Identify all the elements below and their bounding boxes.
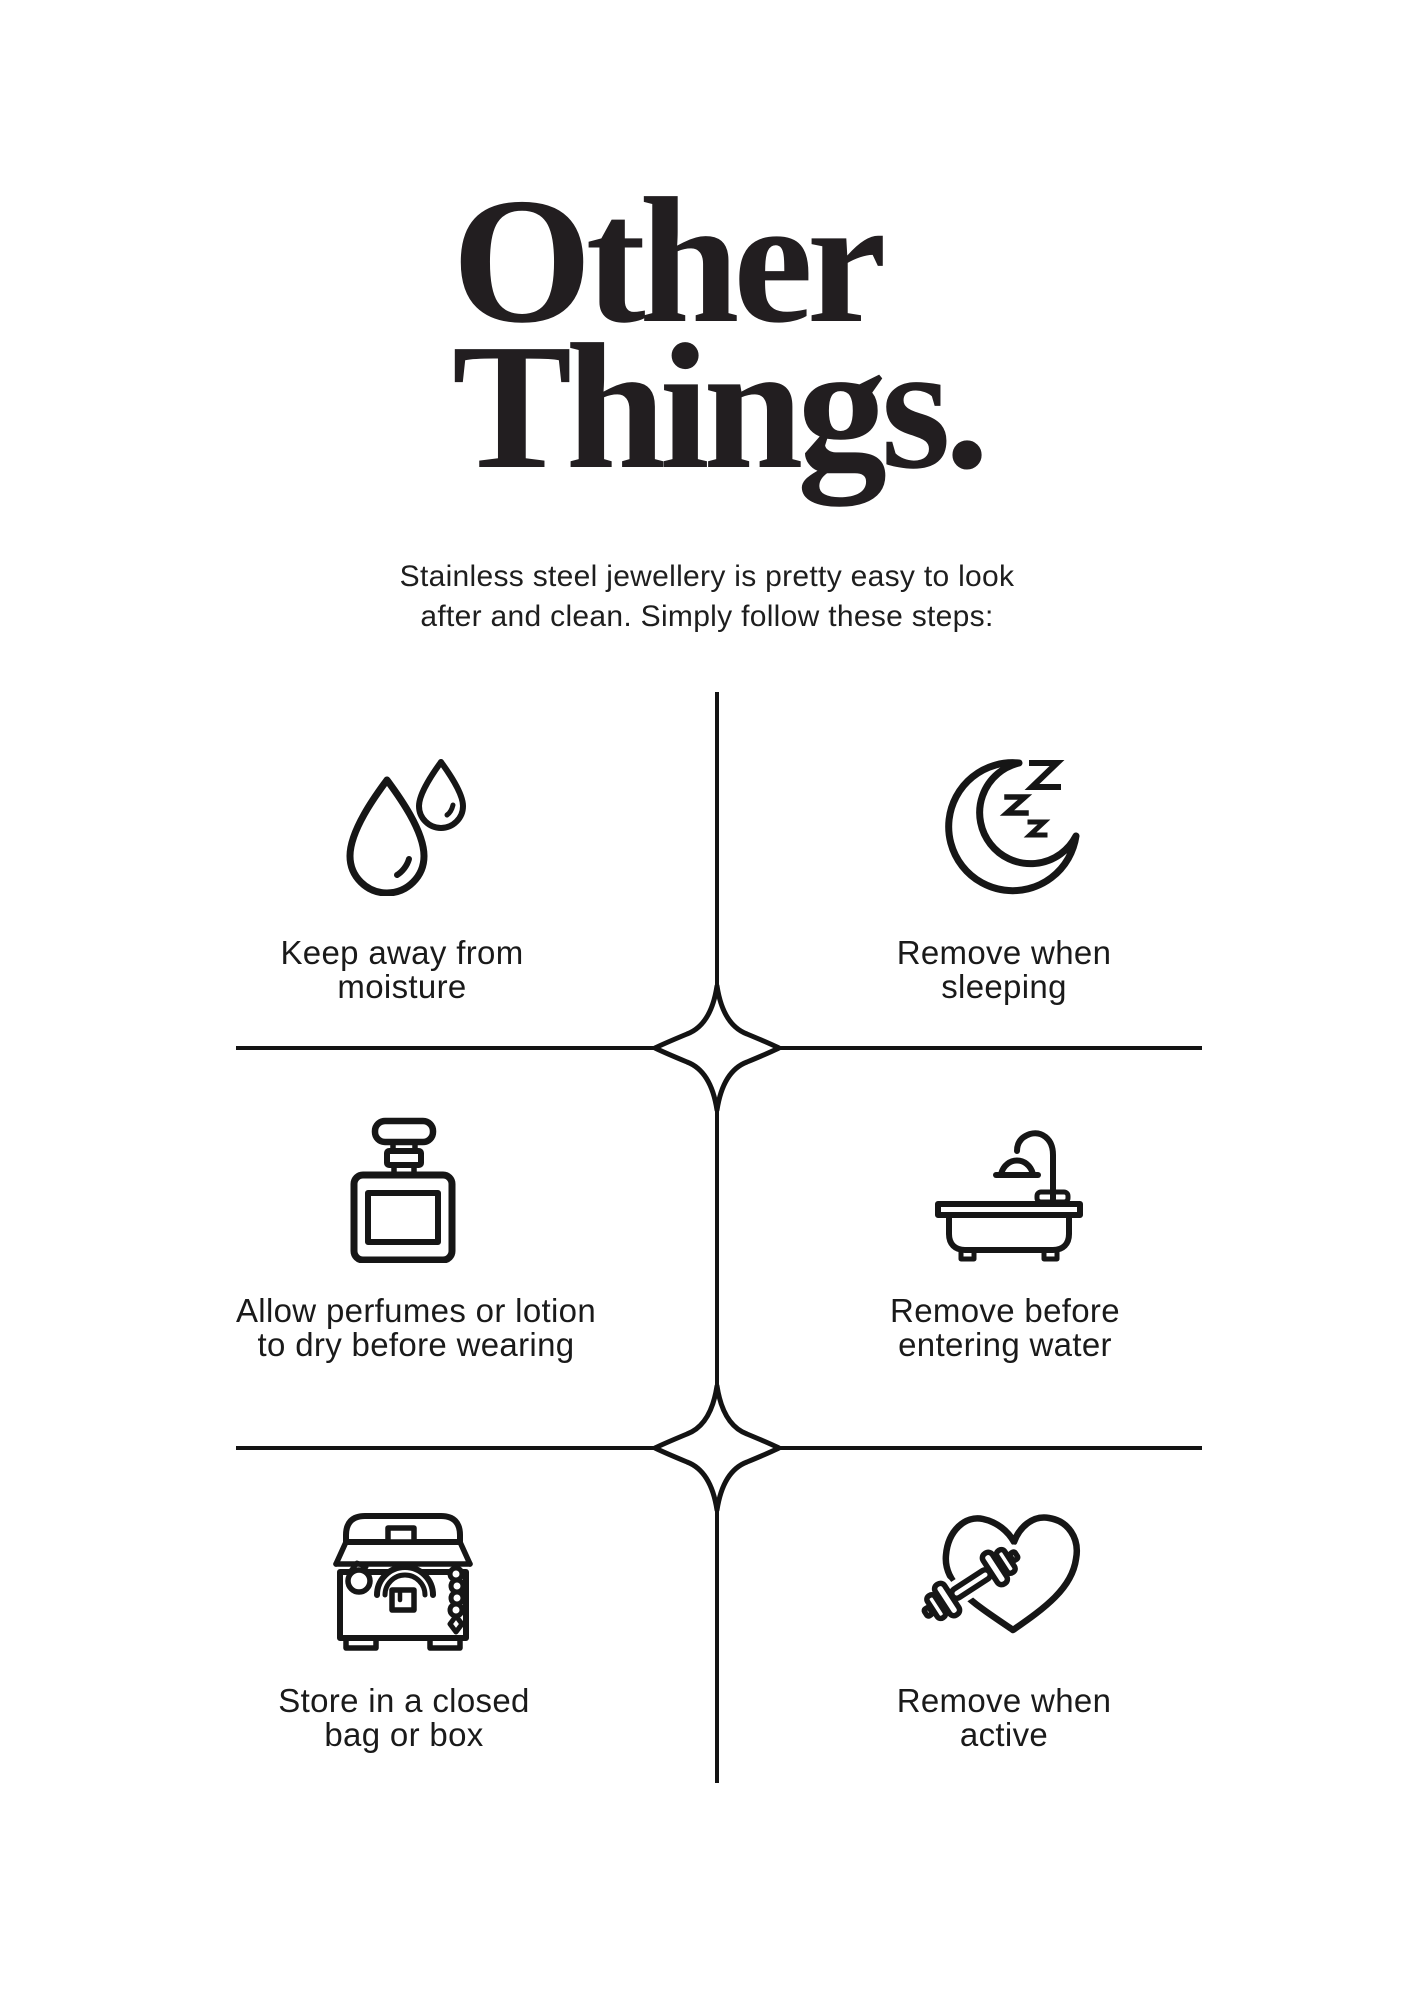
bathtub-shower-icon xyxy=(934,1113,1084,1263)
tip-label-perfumes xyxy=(166,1294,666,1362)
tip-label-line: Remove when xyxy=(896,934,1112,971)
tip-label-line: bag or box xyxy=(324,1716,484,1753)
tip-label-line: entering water xyxy=(898,1326,1112,1363)
water-drops-icon xyxy=(338,756,478,896)
tip-label-sleeping xyxy=(754,936,1254,1004)
tip-label-active xyxy=(754,1684,1254,1752)
tip-label-line: to dry before wearing xyxy=(257,1326,575,1363)
page-title-line-2: Things. xyxy=(452,307,984,506)
tip-label-line: Remove before xyxy=(890,1292,1120,1329)
tip-label-line: Allow perfumes or lotion xyxy=(235,1292,597,1329)
tip-label-line: Remove when xyxy=(896,1682,1112,1719)
tip-label-line: sleeping xyxy=(941,968,1067,1005)
tip-label-line: moisture xyxy=(337,968,467,1005)
four-point-star-icon xyxy=(651,1382,783,1514)
jewellery-box-icon xyxy=(328,1508,478,1653)
intro-line-1: Stainless steel jewellery is pretty easy to look xyxy=(399,560,1015,593)
intro-line-2: after and clean. Simply follow these steps: xyxy=(420,600,994,633)
sleeping-moon-icon xyxy=(940,756,1080,896)
page-title xyxy=(452,161,984,506)
tip-label-moisture xyxy=(152,936,652,1004)
tip-label-line: Store in a closed xyxy=(278,1682,530,1719)
intro-text xyxy=(0,557,1414,637)
vertical-divider-line xyxy=(715,692,719,1783)
tip-label-line: Keep away from xyxy=(280,934,524,971)
tip-label-storage xyxy=(154,1684,654,1752)
tip-label-line: active xyxy=(959,1716,1049,1753)
page-title-line-1: Other xyxy=(452,161,881,360)
tip-label-water xyxy=(755,1294,1255,1362)
perfume-bottle-icon xyxy=(328,1113,478,1263)
heart-dumbbell-icon xyxy=(916,1509,1091,1644)
